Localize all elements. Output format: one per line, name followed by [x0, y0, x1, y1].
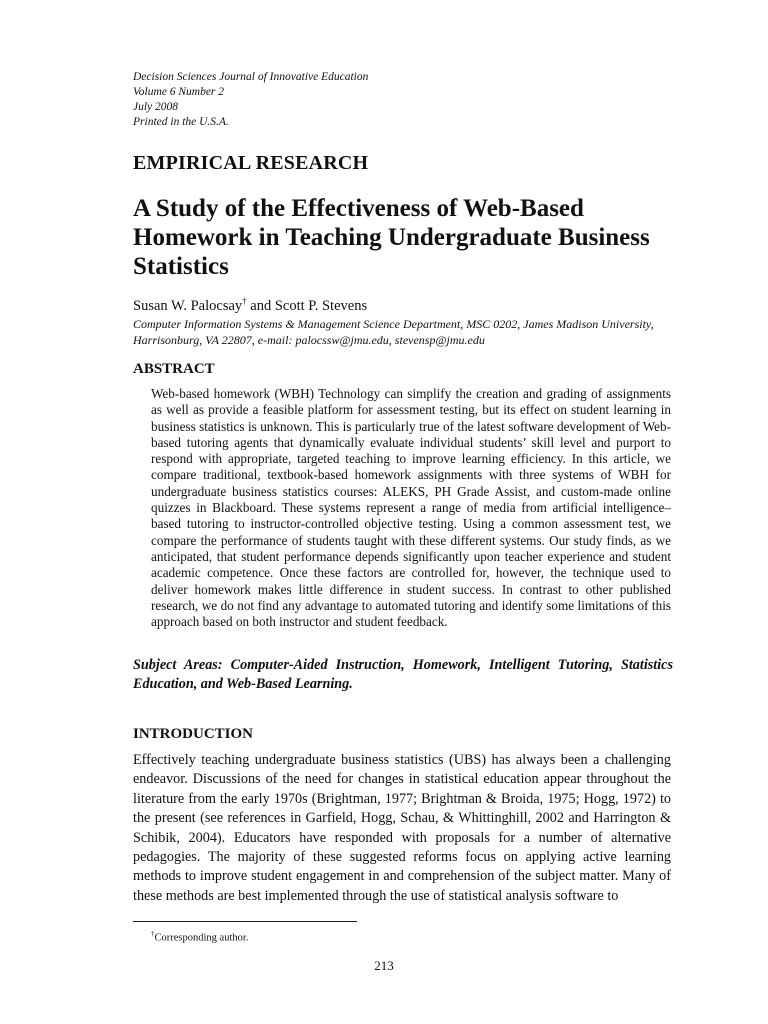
- journal-name: Decision Sciences Journal of Innovative Education: [133, 71, 369, 83]
- footnote: [151, 930, 248, 944]
- dagger-mark: †: [242, 296, 247, 306]
- introduction-heading: INTRODUCTION: [133, 726, 254, 742]
- abstract-heading: ABSTRACT: [133, 361, 215, 377]
- introduction-text: Effectively teaching undergraduate business statistics (UBS) has always been a challenging endeavor. Discussions of the need for changes in statistical education appear throughout the literature from the early 1970s (Brightman, 1977; Brightman & Broida, 1975; Hogg, 1972) to the present (see references in Garfield, Hogg, Schau, & Whittinghill, 2002 and Harrington & Schibik, 2004). Educators have responded with proposals for a number of alternative pedagogies. The majority of these suggested reforms focus on applying active learning methods to improve student engagement in and comprehension of the subject matter. Many of these methods are best implemented through the use of statistical analysis software to: [133, 752, 671, 904]
- footnote-rule: [133, 921, 357, 922]
- abstract-text: Web-based homework (WBH) Technology can simplify the creation and grading of assignments as well as provide a feasible platform for assessment testing, but its effect on student learning in business statistics is unknown. This is particularly true of the latest software development of Web-based tutoring agents that dynamically evaluate individual students’ skill level and purport to respond with appropriate, targeted teaching to improve learning efficiency. In this article, we compare traditional, textbook-based homework assignments with three systems of WBH for undergraduate business statistics courses: ALEKS, PH Grade Assist, and custom-made online quizzes in Blackboard. These systems represent a range of media from artificial intelligence–based tutoring to instructor-controlled objective testing. Using a common assessment test, we compare the performance of students taught with these different systems. Our study finds, as we anticipated, that student performance depends significantly upon teacher experience and student academic competence. Once these factors are controlled for, however, the technique used to deliver homework makes little difference in student success. In contrast to other published research, we do not find any advantage to automated tutoring and identify some limitations of this approach based on both instructor and student feedback.: [151, 386, 671, 630]
- journal-date: July 2008: [133, 101, 179, 113]
- section-label: EMPIRICAL RESEARCH: [133, 152, 369, 174]
- footnote-mark: †: [151, 930, 155, 938]
- journal-volume: Volume 6 Number 2: [133, 86, 225, 98]
- subject-areas: Subject Areas: Computer-Aided Instruction, Homework, Intelligent Tutoring, Statistics Education, and Web-Based Learning.: [133, 657, 673, 692]
- authors: [133, 296, 367, 315]
- journal-printed: Printed in the U.S.A.: [133, 116, 229, 128]
- journal-header: [133, 70, 368, 130]
- page-number: 213: [374, 958, 394, 973]
- author-first: Susan W. Palocsay: [133, 297, 243, 314]
- footnote-text: Corresponding author.: [154, 932, 249, 944]
- paper-title: A Study of the Effectiveness of Web-Based Homework in Teaching Undergraduate Business Statistics: [133, 195, 650, 280]
- author-rest: and Scott P. Stevens: [246, 297, 368, 314]
- affiliation: Computer Information Systems & Management Science Department, MSC 0202, James Madison University, Harrisonburg, VA 22807, e-mail: palocssw@jmu.edu, stevensp@jmu.edu: [133, 317, 654, 347]
